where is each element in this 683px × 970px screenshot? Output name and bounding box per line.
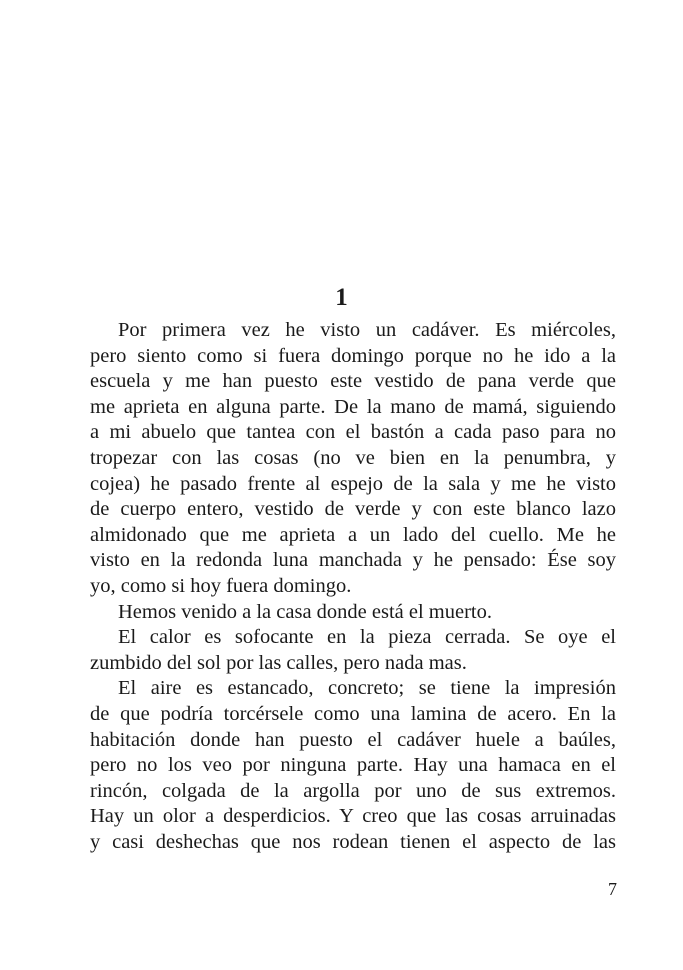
text-line: visto en la redonda luna manchada y he pensado: Ése soy [90, 549, 616, 572]
text-line: Hemos venido a la casa donde está el muerto. [118, 600, 492, 623]
text-line: Hay un olor a desperdicios. Y creo que las cosas arruinadas [90, 805, 616, 828]
text-line: zumbido del sol por las calles, pero nada mas. [90, 651, 467, 674]
text-line: Por primera vez he visto un cadáver. Es miércoles, [118, 319, 616, 341]
text-line: escuela y me han puesto este vestido de pana verde que [90, 370, 616, 393]
text-line: y casi deshechas que nos rodean tienen el aspecto de las [90, 830, 616, 853]
text-line: de cuerpo entero, vestido de verde y con este blanco lazo [90, 498, 616, 521]
text-line: almidonado que me aprieta a un lado del cuello. Me he [90, 523, 616, 546]
text-line: cojea) he pasado frente al espejo de la sala y me he visto [90, 472, 616, 495]
text-line: me aprieta en alguna parte. De la mano de mamá, siguiendo [90, 395, 616, 418]
text-line: a mi abuelo que tantea con el bastón a cada paso para no [90, 421, 616, 444]
chapter-number: 1 [335, 284, 348, 311]
text-line: El calor es sofocante en la pieza cerrada. Se oye el [118, 626, 616, 649]
text-line: tropezar con las cosas (no ve bien en la penumbra, y [90, 446, 616, 469]
text-line: El aire es estancado, concreto; se tiene la impresión [118, 677, 616, 700]
text-line: pero siento como si fuera domingo porque no he ido a la [90, 344, 616, 367]
text-line: rincón, colgada de la argolla por uno de sus extremos. [90, 779, 616, 802]
page-number: 7 [608, 879, 617, 899]
text-line: yo, como si hoy fuera domingo. [90, 574, 352, 597]
body-text [90, 318, 616, 855]
text-line: de que podría torcérsele como una lamina de acero. En la [90, 702, 616, 725]
text-line: pero no los veo por ninguna parte. Hay una hamaca en el [90, 754, 616, 777]
text-line: habitación donde han puesto el cadáver huele a baúles, [90, 728, 616, 751]
